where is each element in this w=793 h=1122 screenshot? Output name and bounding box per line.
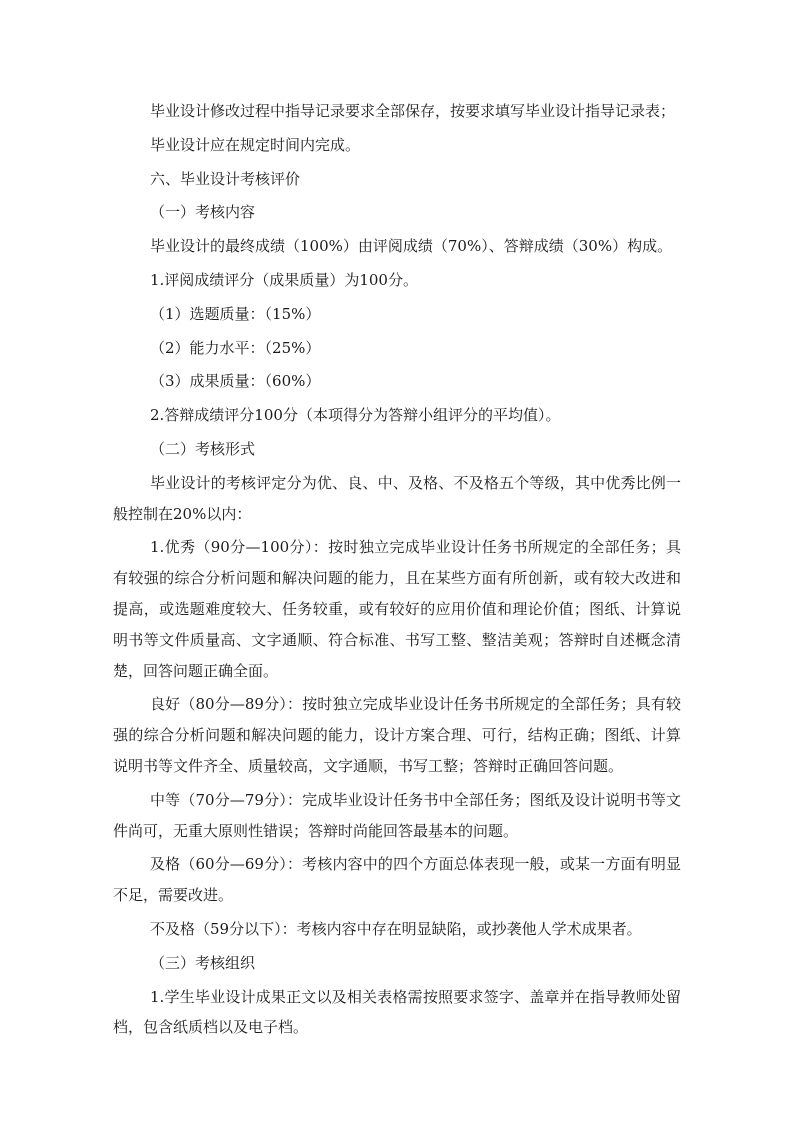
paragraph-grade-pass: 及格（60分—69分）：考核内容中的四个方面总体表现一般，或某一方面有明显不足，需要改进。 xyxy=(113,855,681,905)
paragraph-completion-time: 毕业设计应在规定时间内完成。 xyxy=(150,135,361,154)
document-body xyxy=(113,96,681,1043)
subsection-heading-form: （二）考核形式 xyxy=(150,439,256,458)
paragraph-archive-requirement: 1.学生毕业设计成果正文以及相关表格需按照要求签字、盖章并在指导教师处留档，包含纸质档以及电子档。 xyxy=(113,987,681,1037)
list-item-result-quality: （3）成果质量：（60%） xyxy=(150,372,321,391)
paragraph-guidance-record: 毕业设计修改过程中指导记录要求全部保存，按要求填写毕业设计指导记录表； xyxy=(150,102,676,120)
paragraph-grade-fail: 不及格（59分以下）：考核内容中存在明显缺陷，或抄袭他人学术成果者。 xyxy=(150,919,642,938)
paragraph-grade-medium: 中等（70分—79分）：完成毕业设计任务书中全部任务；图纸及设计说明书等文件尚可，无重大原则性错误；答辩时尚能回答最基本的问题。 xyxy=(113,790,681,840)
paragraph-final-grade: 毕业设计的最终成绩（100%）由评阅成绩（70%）、答辩成绩（30%）构成。 xyxy=(150,237,673,256)
subsection-heading-content: （一）考核内容 xyxy=(150,203,256,222)
list-item-ability-level: （2）能力水平：（25%） xyxy=(150,338,321,357)
subsection-heading-organization: （三）考核组织 xyxy=(150,953,256,972)
list-item-topic-quality: （1）选题质量：（15%） xyxy=(150,304,321,323)
paragraph-review-score: 1.评阅成绩评分（成果质量）为100分。 xyxy=(150,270,418,289)
section-heading-evaluation: 六、毕业设计考核评价 xyxy=(150,169,301,188)
paragraph-grade-levels: 毕业设计的考核评定分为优、良、中、及格、不及格五个等级，其中优秀比例一般控制在20%以内： xyxy=(113,473,681,523)
paragraph-grade-excellent: 1.优秀（90分—100分）：按时独立完成毕业设计任务书所规定的全部任务；具有较强的综合分析问题和解决问题的能力，且在某些方面有所创新，或有较大改进和提高，或选题难度较大、任务较重，或有较好的应用价值和理论价值；图纸、计算说明书等文件质量高、文字通顺、符合标准、书写工整、整洁美观；答辩时自述概念清楚，回答问题正确全面。 xyxy=(113,538,681,680)
paragraph-defense-score: 2.答辩成绩评分100分（本项得分为答辩小组评分的平均值）。 xyxy=(150,406,561,425)
paragraph-grade-good: 良好（80分—89分）：按时独立完成毕业设计任务书所规定的全部任务；具有较强的综合分析问题和解决问题的能力，设计方案合理、可行，结构正确；图纸、计算说明书等文件齐全、质量较高，文字通顺，书写工整；答辩时正确回答问题。 xyxy=(113,695,681,775)
